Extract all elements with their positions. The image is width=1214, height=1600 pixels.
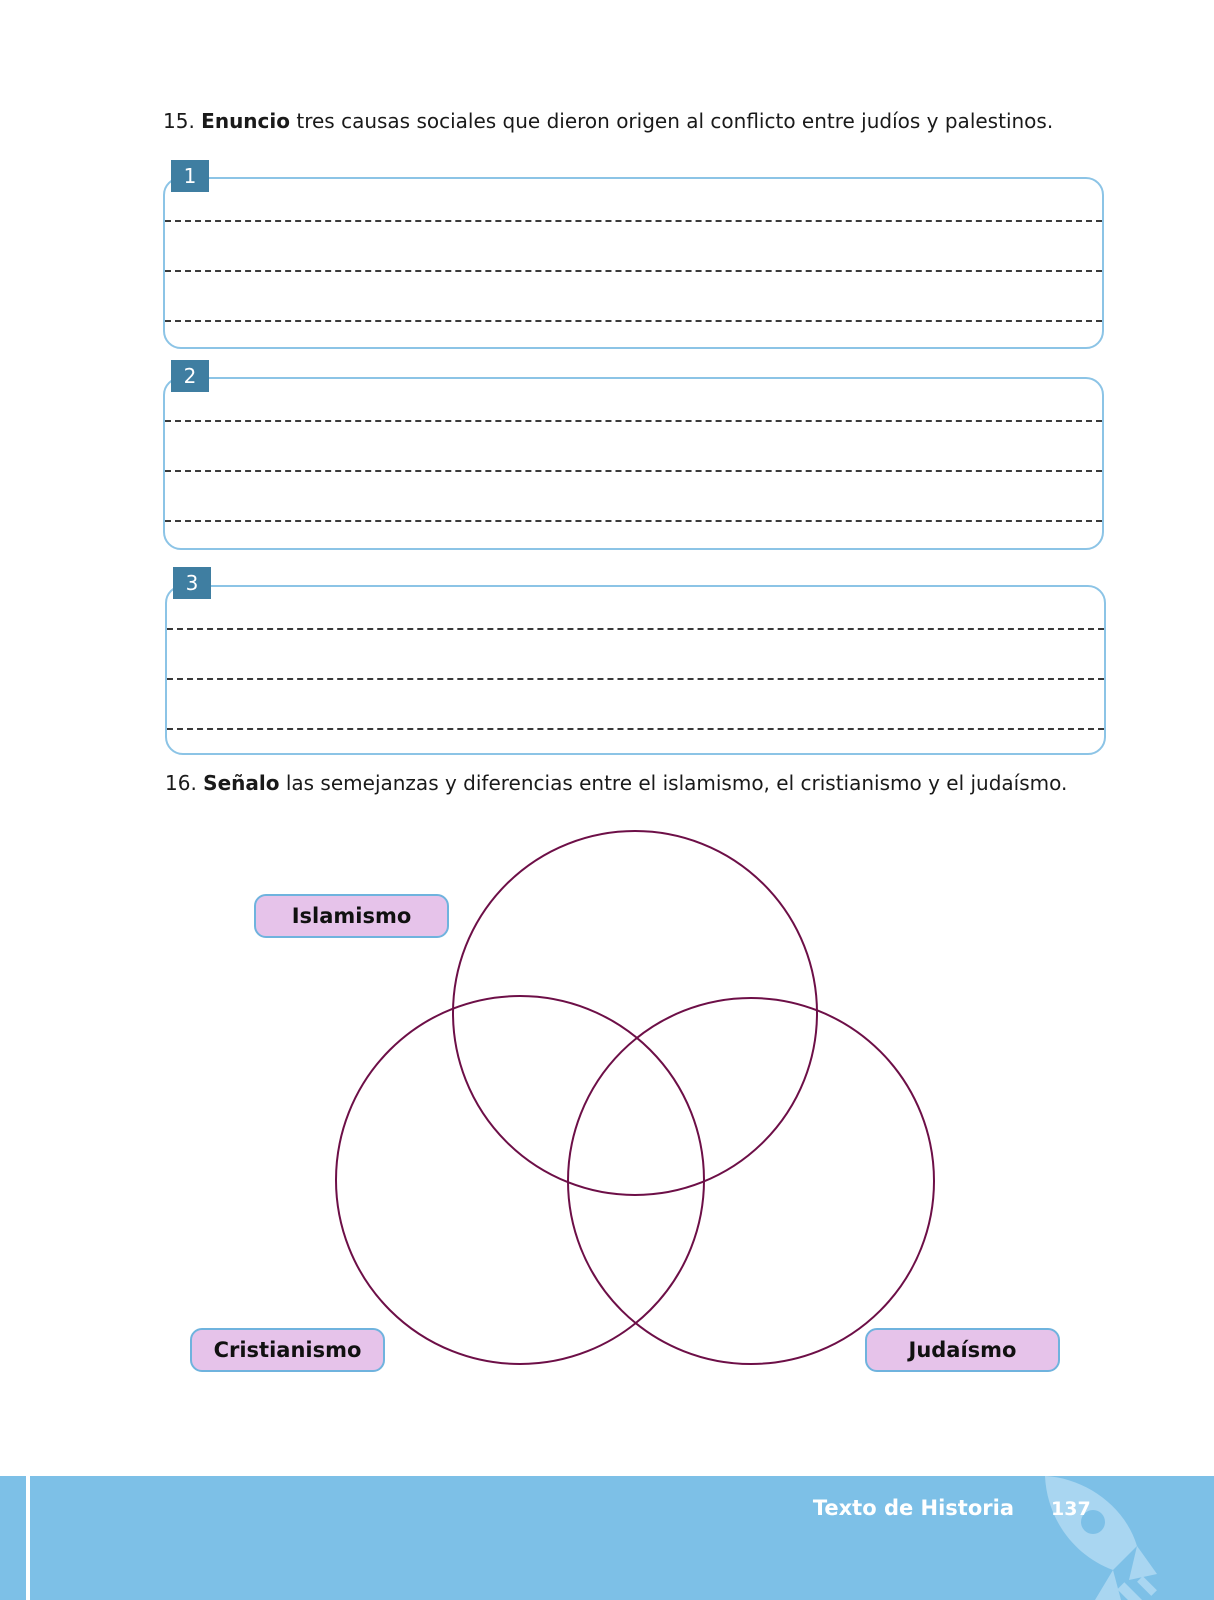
question-16-text: las semejanzas y diferencias entre el islamismo, el cristianismo y el judaísmo. xyxy=(285,771,1068,795)
question-15-verb: Enuncio xyxy=(201,109,290,133)
question-15-number: 15. xyxy=(163,109,195,133)
venn-label-islamismo: Islamismo xyxy=(254,894,449,938)
venn-label-cristianismo: Cristianismo xyxy=(190,1328,385,1372)
venn-label-judaismo: Judaísmo xyxy=(865,1328,1060,1372)
question-16-number: 16. xyxy=(165,771,197,795)
question-16-verb: Señalo xyxy=(203,771,280,795)
footer-stripe xyxy=(26,1476,30,1600)
venn-circle-islamismo[interactable] xyxy=(453,831,817,1195)
venn-circle-judaismo[interactable] xyxy=(568,998,934,1364)
page-footer xyxy=(0,1476,1214,1600)
rocket-icon xyxy=(1025,1476,1165,1600)
footer-book-title: Texto de Historia xyxy=(812,1496,1014,1520)
question-15-text: tres causas sociales que dieron origen al conflicto entre judíos y palestinos. xyxy=(296,109,1054,133)
page-number: 137 xyxy=(1051,1498,1091,1520)
venn-circle-cristianismo[interactable] xyxy=(336,996,704,1364)
answer-number-badge-1: 1 xyxy=(171,160,209,192)
answer-number-badge-3: 3 xyxy=(173,567,211,599)
answer-number-badge-2: 2 xyxy=(171,360,209,392)
